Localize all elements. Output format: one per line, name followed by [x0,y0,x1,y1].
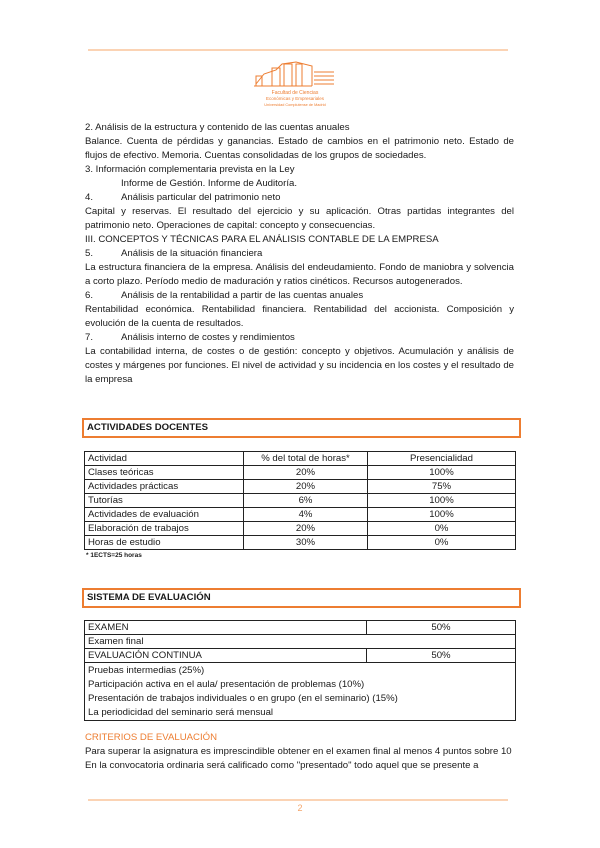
cell: 50% [367,649,516,663]
topic-title: Análisis particular del patrimonio neto [121,192,281,203]
cell: 75% [368,480,516,494]
cell: 4% [244,508,368,522]
topic-heading [85,247,514,261]
svg-text:Facultad de Ciencias: Facultad de Ciencias [271,90,319,96]
table-footnote: * 1ECTS=25 horas [86,552,142,559]
actividades-table [84,451,516,550]
cell: 30% [244,536,368,550]
page-number: 2 [297,803,303,813]
header-rule [88,49,508,51]
topic-title: Análisis de la situación financiera [121,248,263,259]
cell: EXAMEN [85,621,367,635]
topic-number: 7. [85,332,94,343]
list-item: Participación activa en el aula/ presentación de problemas (10%) [88,679,365,690]
section-title-evaluacion: SISTEMA DE EVALUACIÓN [82,588,521,608]
footer-rule [88,799,508,801]
cell: Horas de estudio [85,536,244,550]
criterios-text: En la convocatoria ordinaria será calificado como "presentado" todo aquel que se presente a [85,760,479,771]
topic-text: Capital y reservas. El resultado del ejercicio y su aplicación. Otras partidas integrantes del patrimonio neto. Operaciones de capital: concepto y consecuencias. [85,206,514,231]
cell: Actividades de evaluación [85,508,244,522]
table-row [85,522,516,536]
cell: 6% [244,494,368,508]
cell: Tutorías [85,494,244,508]
criterios-heading: CRITERIOS DE EVALUACIÓN [85,732,218,743]
cell: 20% [244,480,368,494]
table-row [85,621,516,635]
table-row [85,635,516,649]
topic-heading [85,191,514,205]
topic-heading [85,331,514,345]
topic-text: La estructura financiera de la empresa. Análisis del endeudamiento. Fondo de maniobra y solvencia a corto plazo. Período medio de maduración y ratios cinéticos. Recursos autogenerados. [85,262,514,287]
topic-title: Análisis de la rentabilidad a partir de las cuentas anuales [121,290,364,301]
faculty-logo [252,58,338,110]
cell: 100% [368,508,516,522]
topic-text: Rentabilidad económica. Rentabilidad financiera. Rentabilidad del accionista. Composición y evolución de la cuenta de resultados. [85,304,514,329]
section-title-actividades: ACTIVIDADES DOCENTES [82,418,521,438]
topic-title: Análisis interno de costes y rendimientos [121,332,295,343]
svg-text:Universidad Complutense de Mad: Universidad Complutense de Madrid [264,103,326,107]
cell: Clases teóricas [85,466,244,480]
topic-text: Informe de Gestión. Informe de Auditoría. [121,178,297,189]
topic-number: 6. [85,290,94,301]
part-heading: III. CONCEPTOS Y TÉCNICAS PARA EL ANÁLISIS CONTABLE DE LA EMPRESA [85,234,439,245]
cell: 100% [368,466,516,480]
cell: 50% [367,621,516,635]
table-row [85,663,516,721]
cell [85,663,516,721]
cell: Elaboración de trabajos [85,522,244,536]
table-row [85,494,516,508]
table-header-row [85,452,516,466]
table-row [85,536,516,550]
topic-number: 4. [85,192,94,203]
table-row [85,508,516,522]
cell: Actividades prácticas [85,480,244,494]
header-cell: % del total de horas* [244,452,368,466]
header-cell: Presencialidad [368,452,516,466]
cell: 100% [368,494,516,508]
criterios-text: Para superar la asignatura es imprescindible obtener en el examen final al menos 4 puntos sobre 10 [85,746,512,757]
table-row [85,480,516,494]
list-item: La periodicidad del seminario será mensual [88,707,274,718]
topic-heading: 3. Información complementaria prevista en la Ley [85,164,295,175]
criterios-section [85,731,514,773]
cell: EVALUACIÓN CONTINUA [85,649,367,663]
list-item: Pruebas intermedias (25%) [88,665,205,676]
cell: 0% [368,522,516,536]
list-item: Presentación de trabajos individuales o en grupo (en el seminario) (15%) [88,693,398,704]
header-cell: Actividad [85,452,244,466]
cell: 20% [244,522,368,536]
topic-text: Balance. Cuenta de pérdidas y ganancias. Estado de cambios en el patrimonio neto. Estado de flujos de efectivo. Memoria. Cuentas consolidadas de los grupos de sociedades. [85,136,514,161]
cell: 20% [244,466,368,480]
topic-heading [85,289,514,303]
table-row [85,466,516,480]
table-row [85,649,516,663]
topic-heading: 2. Análisis de la estructura y contenido de las cuentas anuales [85,122,350,133]
topic-text: La contabilidad interna, de costes o de gestión: concepto y objetivos. Acumulación y análisis de costes y márgenes por funciones. El nivel de actividad y su incidencia en los costes y el resultado de la empresa [85,346,514,385]
syllabus-content [85,121,514,387]
cell: Examen final [85,635,516,649]
topic-number: 5. [85,248,94,259]
evaluacion-table [84,620,516,721]
svg-text:Económicas y Empresariales: Económicas y Empresariales [265,96,325,101]
cell: 0% [368,536,516,550]
